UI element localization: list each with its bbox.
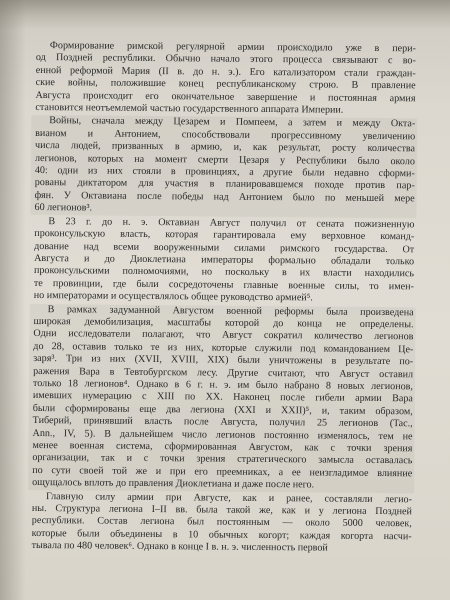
text-line: менее военная система, сформированная Августом, как с точки зрения <box>32 439 413 455</box>
paragraph <box>34 216 415 306</box>
text-line: В 23 г. до н. э. Октавиан Август получил от сената пожизненную <box>48 215 415 230</box>
text-line: ощущалось вплоть до правления Диоклетиана и даже после него. <box>32 477 315 491</box>
text-line: Формирование римской регулярной армии происходило уже в пери- <box>49 40 416 55</box>
text-line: те провинции, где были сосредоточены главные военные силы, то имен- <box>33 277 414 293</box>
paragraph <box>34 115 415 218</box>
text-line: числа людей, призванных в армию, и, как результат, росту количества <box>35 140 416 155</box>
text-line: вианом и Антонием, способствовали прогрессивному увеличению <box>35 127 416 143</box>
text-line: по сути своей той же и при его преемниках, а ее неизгладимое влияние <box>32 464 413 480</box>
text-line: од Поздней республики. Обычно начало этого процесса связывают с во- <box>35 52 416 67</box>
text-line: заря³. Три из них (XVII, XVIII, XIX) были уничтожены в результате по- <box>33 353 414 368</box>
text-line: фян. У Октавиана после победы над Антонием было по меньшей мере <box>34 189 415 205</box>
text-line: В рамках задуманной Августом военной реформы была произведена <box>47 303 414 318</box>
text-line: проконсульскую власть, которая гарантировала ему верховное команд- <box>34 228 415 243</box>
text-line: широкая демобилизация, масштабы которой до конца не определены. <box>33 315 414 331</box>
text-line: Ann., IV, 5). В дальнейшем число легионов постоянно изменялось, тем не <box>32 427 413 442</box>
text-line: имевших нумерацию с XIII по XX. Наконец после гибели армии Вара <box>32 390 413 405</box>
text-line: становится неотъемлемой частью государственного аппарата Империи. <box>35 102 344 116</box>
text-line: ражения Вара в Тевтобургском лесу. Другие считают, что Август оставил <box>33 365 414 380</box>
paragraph <box>32 491 413 556</box>
text-line: легионов, которых на момент смерти Цезаря у Республики было около <box>34 152 416 167</box>
text-line: организации, так и с точки зрения стратегического замысла оставалась <box>32 452 413 467</box>
text-line: Одни исследователи полагают, что Август сократил количество легионов <box>33 328 414 343</box>
text-line: Августа и до Диоклетиана императоры формально обладали только <box>34 252 415 268</box>
text-line: только 18 легионов⁴. Однако в 6 г. н. э. им было набрано 8 новых легионов, <box>32 377 414 393</box>
text-line: но императорами и осуществлялось общее руководство армией⁵. <box>33 290 313 304</box>
text-line: тывала по 480 человек⁶. Однако в конце I в. н. э. численность первой <box>31 540 328 554</box>
text-line: проконсульскими полномочиями, но поскольку в их власти находились <box>33 265 415 280</box>
text-line: Тиберий, принявший власть после Августа, получил 25 легионов (Tac., <box>32 415 413 430</box>
text-line: Главную силу армии при Августе, как и ранее, составляли легио- <box>45 490 413 505</box>
text-line: ские войны, положившие конец республиканскому строю. В правление <box>35 77 416 92</box>
text-line: которые были объединены в 10 обычных когорт; каждая когорта насчи- <box>31 527 412 543</box>
text-line: Августа происходит его окончательное завершение и постоянная армия <box>35 89 416 104</box>
text-line: 40: одни из них стояли в провинциях, а другие были недавно сформи- <box>34 165 415 180</box>
text-line: дование над всеми вооруженными силами римского государства. От <box>34 240 415 255</box>
paragraph <box>35 40 416 118</box>
text-line: енной реформой Мария (II в. до н. э.). Его катализатором стали граждан- <box>35 64 416 80</box>
text-line: ны. Структура легиона I–II вв. была такой же, как и у легиона Поздней <box>31 503 412 518</box>
text-line: были сформированы еще два легиона (XXI и XXII)⁵, и, таким образом, <box>32 402 413 418</box>
page-text <box>32 40 416 557</box>
text-line: до 28, оставив только те из них, которые служили под командованием Це- <box>33 340 414 356</box>
text-line: Войны, сначала между Цезарем и Помпеем, а затем и между Окта- <box>49 115 416 130</box>
text-line: республики. Состав легиона был постоянным — около 5000 человек, <box>31 515 412 530</box>
text-line: рованы диктатором для участия в планировавшемся походе против пар- <box>34 177 415 192</box>
text-line: 60 легионов³. <box>34 202 93 214</box>
paragraph <box>32 304 414 493</box>
